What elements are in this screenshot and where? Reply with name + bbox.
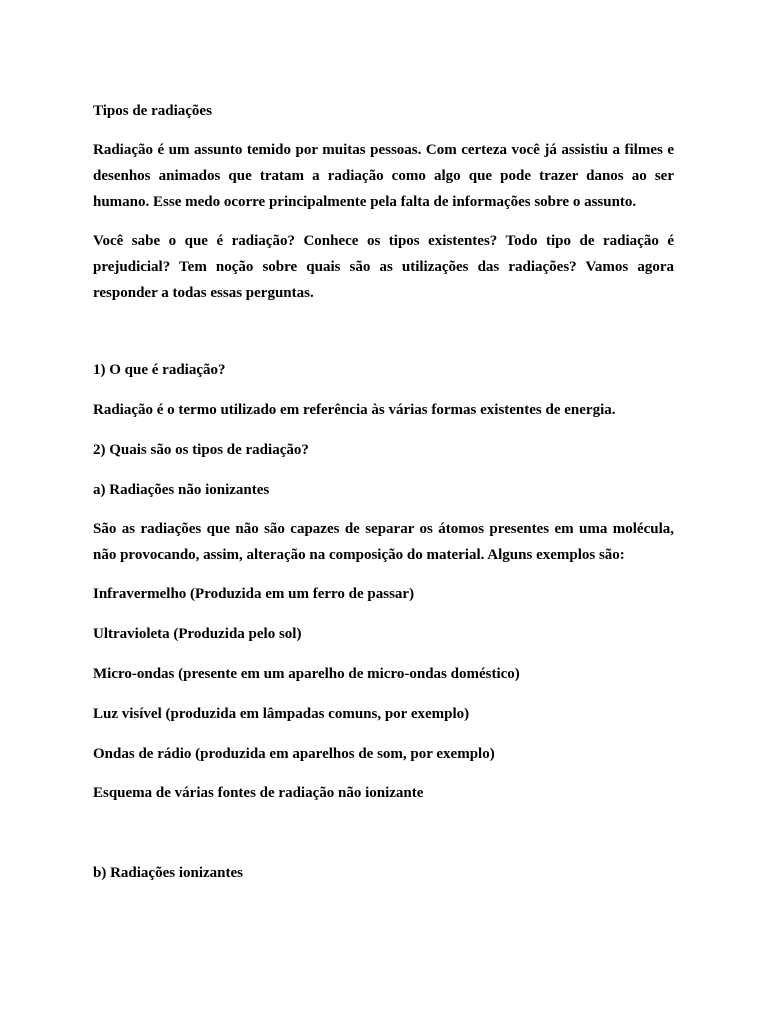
question-2-heading: 2) Quais são os tipos de radiação?	[93, 442, 309, 458]
example-item: Luz visível (produzida em lâmpadas comuns, por exemplo)	[93, 706, 470, 722]
section-a-heading: a) Radiações não ionizantes	[93, 482, 270, 498]
example-item: Micro-ondas (presente em um aparelho de micro-ondas doméstico)	[93, 666, 520, 682]
question-1-heading: 1) O que é radiação?	[93, 362, 226, 378]
example-item: Ondas de rádio (produzida em aparelhos de som, por exemplo)	[93, 746, 495, 762]
example-item: Infravermelho (Produzida em um ferro de passar)	[93, 586, 415, 602]
section-a-paragraph: São as radiações que não são capazes de separar os átomos presentes em uma molécula, não provocando, assim, alteração na composição do material. Alguns exemplos são:	[93, 521, 674, 563]
figure-caption: Esquema de várias fontes de radiação não ionizante	[93, 785, 424, 801]
question-1-answer: Radiação é o termo utilizado em referência às várias formas existentes de energia.	[93, 402, 616, 418]
intro-paragraph-2: Você sabe o que é radiação? Conhece os tipos existentes? Todo tipo de radiação é prejudicial? Tem noção sobre quais são as utilizações das radiações? Vamos agora responder a todas essas perguntas.	[93, 233, 674, 301]
example-item: Ultravioleta (Produzida pelo sol)	[93, 626, 302, 642]
document-title: Tipos de radiações	[93, 103, 212, 119]
intro-paragraph-1: Radiação é um assunto temido por muitas pessoas. Com certeza você já assistiu a filmes e desenhos animados que tratam a radiação como algo que pode trazer danos ao ser humano. Esse medo ocorre principalmente pela falta de informações sobre o assunto.	[93, 142, 674, 210]
section-b-heading: b) Radiações ionizantes	[93, 865, 243, 881]
